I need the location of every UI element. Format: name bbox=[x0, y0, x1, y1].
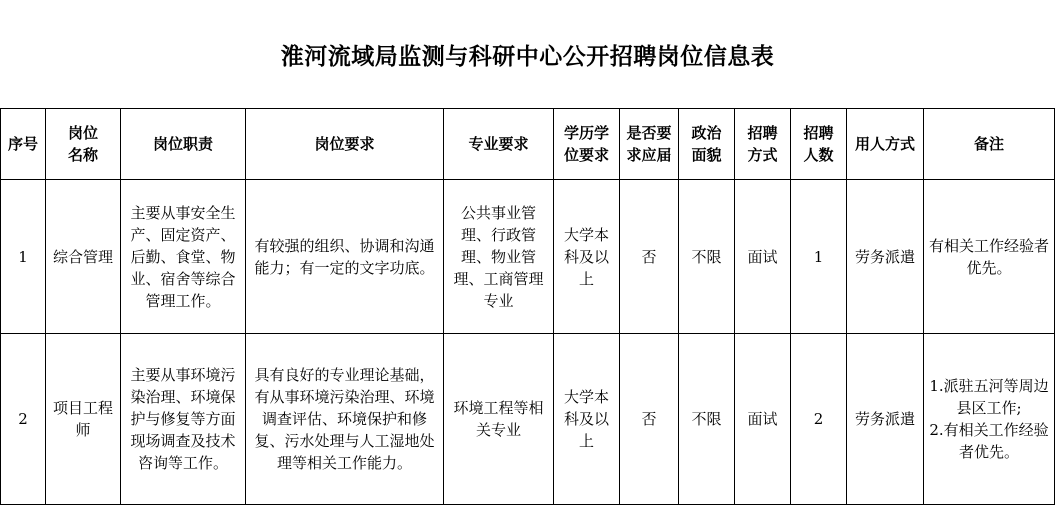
cell-count: 2 bbox=[791, 334, 847, 505]
header-seq: 序号 bbox=[1, 109, 46, 180]
header-major: 专业要求 bbox=[444, 109, 554, 180]
header-remark: 备注 bbox=[924, 109, 1055, 180]
header-political: 政治 面貌 bbox=[679, 109, 735, 180]
cell-requirement: 具有良好的专业理论基础，有从事环境污染治理、环境调查评估、环境保护和修复、污水处理与人工湿地处理等相关工作能力。 bbox=[246, 334, 444, 505]
cell-method: 面试 bbox=[735, 334, 791, 505]
table-header-row bbox=[1, 109, 1055, 180]
cell-duty: 主要从事环境污染治理、环境保护与修复等方面现场调查及技术咨询等工作。 bbox=[121, 334, 246, 505]
cell-seq: 2 bbox=[1, 334, 46, 505]
cell-remark: 有相关工作经验者优先。 bbox=[924, 180, 1055, 334]
cell-employment: 劳务派遣 bbox=[847, 180, 924, 334]
cell-name: 综合管理 bbox=[46, 180, 121, 334]
cell-major: 环境工程等相关专业 bbox=[444, 334, 554, 505]
cell-remark: 1.派驻五河等周边县区工作; 2.有相关工作经验者优先。 bbox=[924, 334, 1055, 505]
cell-fresh-grad: 否 bbox=[620, 334, 679, 505]
cell-seq: 1 bbox=[1, 180, 46, 334]
cell-education: 大学本科及以上 bbox=[554, 334, 620, 505]
cell-method: 面试 bbox=[735, 180, 791, 334]
cell-political: 不限 bbox=[679, 180, 735, 334]
header-employment: 用人方式 bbox=[847, 109, 924, 180]
page-title: 淮河流域局监测与科研中心公开招聘岗位信息表 bbox=[280, 43, 775, 70]
job-info-table bbox=[0, 108, 1055, 505]
header-education: 学历学 位要求 bbox=[554, 109, 620, 180]
cell-political: 不限 bbox=[679, 334, 735, 505]
cell-duty: 主要从事安全生产、固定资产、后勤、食堂、物业、宿舍等综合管理工作。 bbox=[121, 180, 246, 334]
cell-requirement: 有较强的组织、协调和沟通能力；有一定的文字功底。 bbox=[246, 180, 444, 334]
header-name: 岗位 名称 bbox=[46, 109, 121, 180]
header-fresh-grad: 是否要 求应届 bbox=[620, 109, 679, 180]
header-requirement: 岗位要求 bbox=[246, 109, 444, 180]
cell-fresh-grad: 否 bbox=[620, 180, 679, 334]
cell-count: 1 bbox=[791, 180, 847, 334]
cell-name: 项目工程师 bbox=[46, 334, 121, 505]
header-method: 招聘 方式 bbox=[735, 109, 791, 180]
table-row bbox=[1, 334, 1055, 505]
cell-major: 公共事业管理、行政管理、物业管理、工商管理专业 bbox=[444, 180, 554, 334]
cell-education: 大学本科及以上 bbox=[554, 180, 620, 334]
header-count: 招聘 人数 bbox=[791, 109, 847, 180]
header-duty: 岗位职责 bbox=[121, 109, 246, 180]
cell-employment: 劳务派遣 bbox=[847, 334, 924, 505]
table-row bbox=[1, 180, 1055, 334]
